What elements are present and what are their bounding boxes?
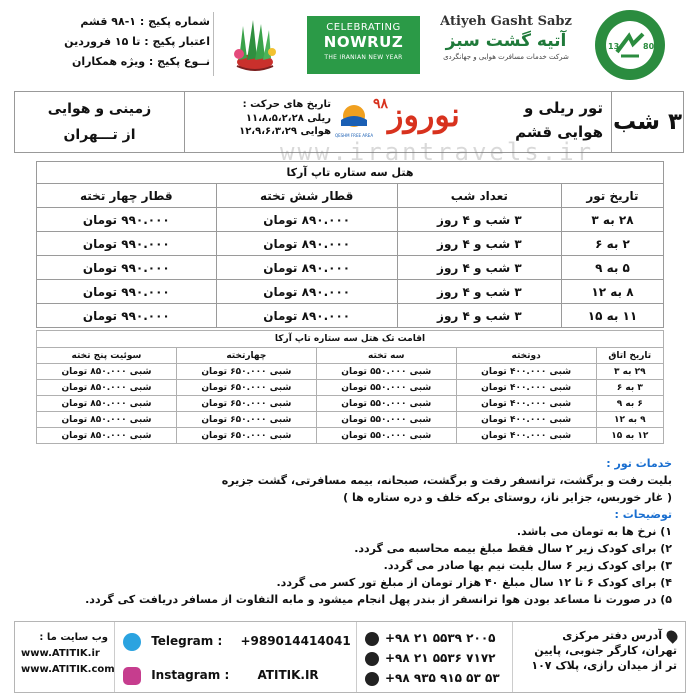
website-block xyxy=(15,622,115,692)
note-item: ۱) نرخ ها به تومان می باشد. xyxy=(516,525,672,538)
table-header-row xyxy=(37,348,664,364)
nowruz-banner xyxy=(307,16,420,74)
instagram-icon xyxy=(123,667,141,685)
nowruz-banner-line2: NOWRUZ xyxy=(323,33,404,51)
table-cell: شبی ۵۵۰.۰۰۰ تومان xyxy=(316,380,456,396)
table-cell: ۸۹۰.۰۰۰ تومان xyxy=(216,208,397,232)
table-cell: ۹۹۰.۰۰۰ تومان xyxy=(37,280,217,304)
package-info xyxy=(20,12,210,72)
table-caption-row xyxy=(37,331,664,348)
telegram-value: +989014414041 xyxy=(240,634,351,648)
table-cell: ۸ به ۱۲ xyxy=(561,280,663,304)
services-line2: ( غار خوربس، جزایر ناز، روستای برکه خلف و دره ستاره ها ) xyxy=(343,491,672,504)
flyer-header xyxy=(0,0,700,86)
column-header: تاریخ تور xyxy=(561,184,663,208)
tour-origin-line2: از تـــهران xyxy=(63,127,136,143)
website-link-ir[interactable]: www.ATITIK.ir xyxy=(21,648,100,659)
phone-row[interactable] xyxy=(365,668,504,688)
table-cell: ۱۲ به ۱۵ xyxy=(596,428,663,444)
address-line: تهران، کارگر جنوبی، پایین xyxy=(534,644,677,657)
table-cell: شبی ۴۰۰.۰۰۰ تومان xyxy=(456,364,596,380)
table-cell: ۹۹۰.۰۰۰ تومان xyxy=(37,232,217,256)
table-row xyxy=(37,428,664,444)
table-cell: ۹ به ۱۲ xyxy=(596,412,663,428)
table-cell: شبی ۸۵۰.۰۰۰ تومان xyxy=(37,380,177,396)
brand-name-fa: آتیه گشت سبز xyxy=(445,31,567,51)
table-cell: ۱۱ به ۱۵ xyxy=(561,304,663,328)
table-cell: ۳ شب و ۴ روز xyxy=(397,256,561,280)
package-number: شماره پکیج : ۱-۹۸ قشم xyxy=(80,15,210,28)
table-cell: شبی ۴۰۰.۰۰۰ تومان xyxy=(456,412,596,428)
column-header: تاریخ اتاق xyxy=(596,348,663,364)
table-cell: شبی ۴۰۰.۰۰۰ تومان xyxy=(456,380,596,396)
telegram-icon xyxy=(123,633,141,651)
watermark: www.irantravels.ir xyxy=(280,138,595,166)
table-row xyxy=(37,208,664,232)
table-cell: ۹۹۰.۰۰۰ تومان xyxy=(37,304,217,328)
nowruz-text: نوروز xyxy=(388,96,460,134)
nowruz-year: ۹۸ xyxy=(373,96,389,112)
instagram-label: Instagram : xyxy=(151,668,230,682)
table-cell: شبی ۶۵۰.۰۰۰ تومان xyxy=(176,396,316,412)
note-item: ۲) برای کودک زیر ۲ سال فقط مبلغ بیمه محاسبه می گردد. xyxy=(354,542,672,555)
departure-rail: ریلی ۱۱،۸،۵،۲،۲۸ xyxy=(245,113,331,124)
table-row xyxy=(37,412,664,428)
address-block xyxy=(513,622,685,692)
table-row xyxy=(37,280,664,304)
column-header: دوتخته xyxy=(456,348,596,364)
note-item: ۵) در صورت نا مساعد بودن هوا ترانسفر از بندر پهل انجام میشود و مابه التفاوت از مسافر دریافت کی گردد. xyxy=(85,593,672,606)
address-title-text: آدرس دفتر مرکزی xyxy=(562,629,662,642)
table-cell: شبی ۵۵۰.۰۰۰ تومان xyxy=(316,396,456,412)
table-row xyxy=(37,256,664,280)
website-link-com[interactable]: www.ATITIK.com xyxy=(21,664,115,675)
services-line1: بلیت رفت و برگشت، ترانسفر رفت و برگشت، صبحانه، بیمه مسافرتی، گشت جزیره xyxy=(221,474,672,487)
table-cell: ۲۹ به ۳ xyxy=(596,364,663,380)
telegram-label: Telegram : xyxy=(151,634,223,648)
table-cell: شبی ۵۵۰.۰۰۰ تومان xyxy=(316,428,456,444)
phone-icon xyxy=(365,652,379,666)
table-cell: ۹۹۰.۰۰۰ تومان xyxy=(37,256,217,280)
table-cell: ۸۹۰.۰۰۰ تومان xyxy=(216,256,397,280)
sabzeh-icon xyxy=(225,14,285,74)
table-cell: شبی ۶۵۰.۰۰۰ تومان xyxy=(176,412,316,428)
table-cell: ۳ شب و ۴ روز xyxy=(397,280,561,304)
table-cell: ۸۹۰.۰۰۰ تومان xyxy=(216,232,397,256)
note-item: ۴) برای کودک ۶ تا ۱۲ سال مبلغ ۴۰ هزار تومان از مبلغ تور کسر می گردد. xyxy=(276,576,672,589)
instagram-row[interactable] xyxy=(123,662,348,688)
services-title: خدمات تور : xyxy=(606,457,672,470)
column-header: تعداد شب xyxy=(397,184,561,208)
table-cell: ۲ به ۶ xyxy=(561,232,663,256)
table-cell: شبی ۸۵۰.۰۰۰ تومان xyxy=(37,364,177,380)
telegram-row[interactable] xyxy=(123,628,351,654)
phone-row[interactable] xyxy=(365,648,504,668)
phone-number: +۹۸ ۲۱ ۵۵۳۹ ۲۰۰۵ xyxy=(385,631,496,645)
table-cell: شبی ۵۵۰.۰۰۰ تومان xyxy=(316,364,456,380)
notes-list xyxy=(30,523,672,608)
column-header: سه تخته xyxy=(316,348,456,364)
brand-block xyxy=(426,14,586,61)
table-cell: ۲۸ به ۳ xyxy=(561,208,663,232)
departure-title: تاریخ های حرکت : xyxy=(242,99,331,110)
qeshm-freezone-logo-icon xyxy=(334,102,374,142)
emblem-left-text: 13 xyxy=(608,42,620,51)
contact-footer xyxy=(14,621,686,693)
tour-price-table xyxy=(36,161,664,328)
social-block xyxy=(115,622,357,692)
brand-name-en: Atiyeh Gasht Sabz xyxy=(440,14,572,29)
table-cell: ۶ به ۹ xyxy=(596,396,663,412)
nowruz-banner-line3: THE IRANIAN NEW YEAR xyxy=(324,54,403,61)
table-cell: شبی ۶۵۰.۰۰۰ تومان xyxy=(176,380,316,396)
agency-emblem-icon xyxy=(593,8,667,82)
table-cell: ۳ شب و ۴ روز xyxy=(397,304,561,328)
phone-number: +۹۸ ۲۱ ۵۵۳۶ ۷۱۷۲ xyxy=(385,651,496,665)
brand-subtitle: شرکت خدمات مسافرت هوایی و جهانگردی xyxy=(443,53,569,61)
instagram-value: ATITIK.IR xyxy=(257,668,319,682)
location-pin-icon xyxy=(664,628,680,644)
tour-origin xyxy=(15,92,185,152)
table-cell: شبی ۴۰۰.۰۰۰ تومان xyxy=(456,396,596,412)
services-section xyxy=(30,455,672,608)
notes-title: توضیحات : xyxy=(614,508,672,521)
departure-air: هوایی ۱۲،۹،۶،۳،۲۹ xyxy=(239,126,331,137)
column-header: قطار چهار تخته xyxy=(37,184,217,208)
phone-number: +۹۸ ۹۳۵ ۹۱۵ ۵۳ ۵۳ xyxy=(385,671,500,685)
table-caption: هتل سه ستاره تاپ آرکا xyxy=(37,162,664,184)
table-cell: شبی ۴۰۰.۰۰۰ تومان xyxy=(456,428,596,444)
emblem-right-text: 80 xyxy=(643,42,655,51)
address-title xyxy=(521,628,677,643)
tour-type-line1: تور ریلی و xyxy=(523,99,603,117)
table-cell: ۳ شب و ۴ روز xyxy=(397,208,561,232)
tour-origin-line1: زمینی و هوایی xyxy=(47,101,152,117)
table-caption-row xyxy=(37,162,664,184)
table-cell: شبی ۵۵۰.۰۰۰ تومان xyxy=(316,412,456,428)
table-cell: شبی ۶۵۰.۰۰۰ تومان xyxy=(176,364,316,380)
table-cell: شبی ۸۵۰.۰۰۰ تومان xyxy=(37,428,177,444)
table-cell: شبی ۸۵۰.۰۰۰ تومان xyxy=(37,396,177,412)
address-line: تر از میدان رازی، پلاک ۱۰۷ xyxy=(531,659,677,672)
table-cell: ۸۹۰.۰۰۰ تومان xyxy=(216,304,397,328)
package-type: نــوع پکیج : ویژه همکاران xyxy=(71,55,210,68)
table-cell: شبی ۶۵۰.۰۰۰ تومان xyxy=(176,428,316,444)
table-cell: ۹۹۰.۰۰۰ تومان xyxy=(37,208,217,232)
tour-type-line2: هوایی قشم xyxy=(515,123,603,141)
phone-icon xyxy=(365,632,379,646)
website-title: وب سایت ما : xyxy=(39,632,108,643)
table-cell: ۳ به ۶ xyxy=(596,380,663,396)
column-header: قطار شش تخته xyxy=(216,184,397,208)
freezone-label: QESHM FREE AREA xyxy=(334,133,374,138)
nowruz98-logo xyxy=(373,96,460,134)
phones-block xyxy=(357,622,513,692)
note-item: ۳) برای کودک زیر ۶ سال بلیت نیم بها صادر می گردد. xyxy=(383,559,672,572)
table-row xyxy=(37,232,664,256)
phone-row[interactable] xyxy=(365,628,504,648)
table-cell: ۸۹۰.۰۰۰ تومان xyxy=(216,280,397,304)
table-row xyxy=(37,304,664,328)
table-caption: اقامت تک هتل سه ستاره تاپ آرکا xyxy=(37,331,664,348)
column-header: چهارتخته xyxy=(176,348,316,364)
column-header: سوئیت پنج تخته xyxy=(37,348,177,364)
table-cell: ۳ شب و ۴ روز xyxy=(397,232,561,256)
header-divider xyxy=(213,12,214,76)
table-row xyxy=(37,396,664,412)
table-cell: شبی ۸۵۰.۰۰۰ تومان xyxy=(37,412,177,428)
table-header-row xyxy=(37,184,664,208)
table-cell: ۵ به ۹ xyxy=(561,256,663,280)
departure-dates xyxy=(191,98,331,138)
table-row xyxy=(37,364,664,380)
hotel-rooms-table xyxy=(36,330,664,444)
nowruz-banner-line1: CELEBRATING xyxy=(326,22,401,33)
mobile-icon xyxy=(365,672,379,686)
package-validity: اعتبار پکیج : تا ۱۵ فروردین xyxy=(64,35,210,48)
table-row xyxy=(37,380,664,396)
nights-count: ۳ شب xyxy=(611,92,683,152)
